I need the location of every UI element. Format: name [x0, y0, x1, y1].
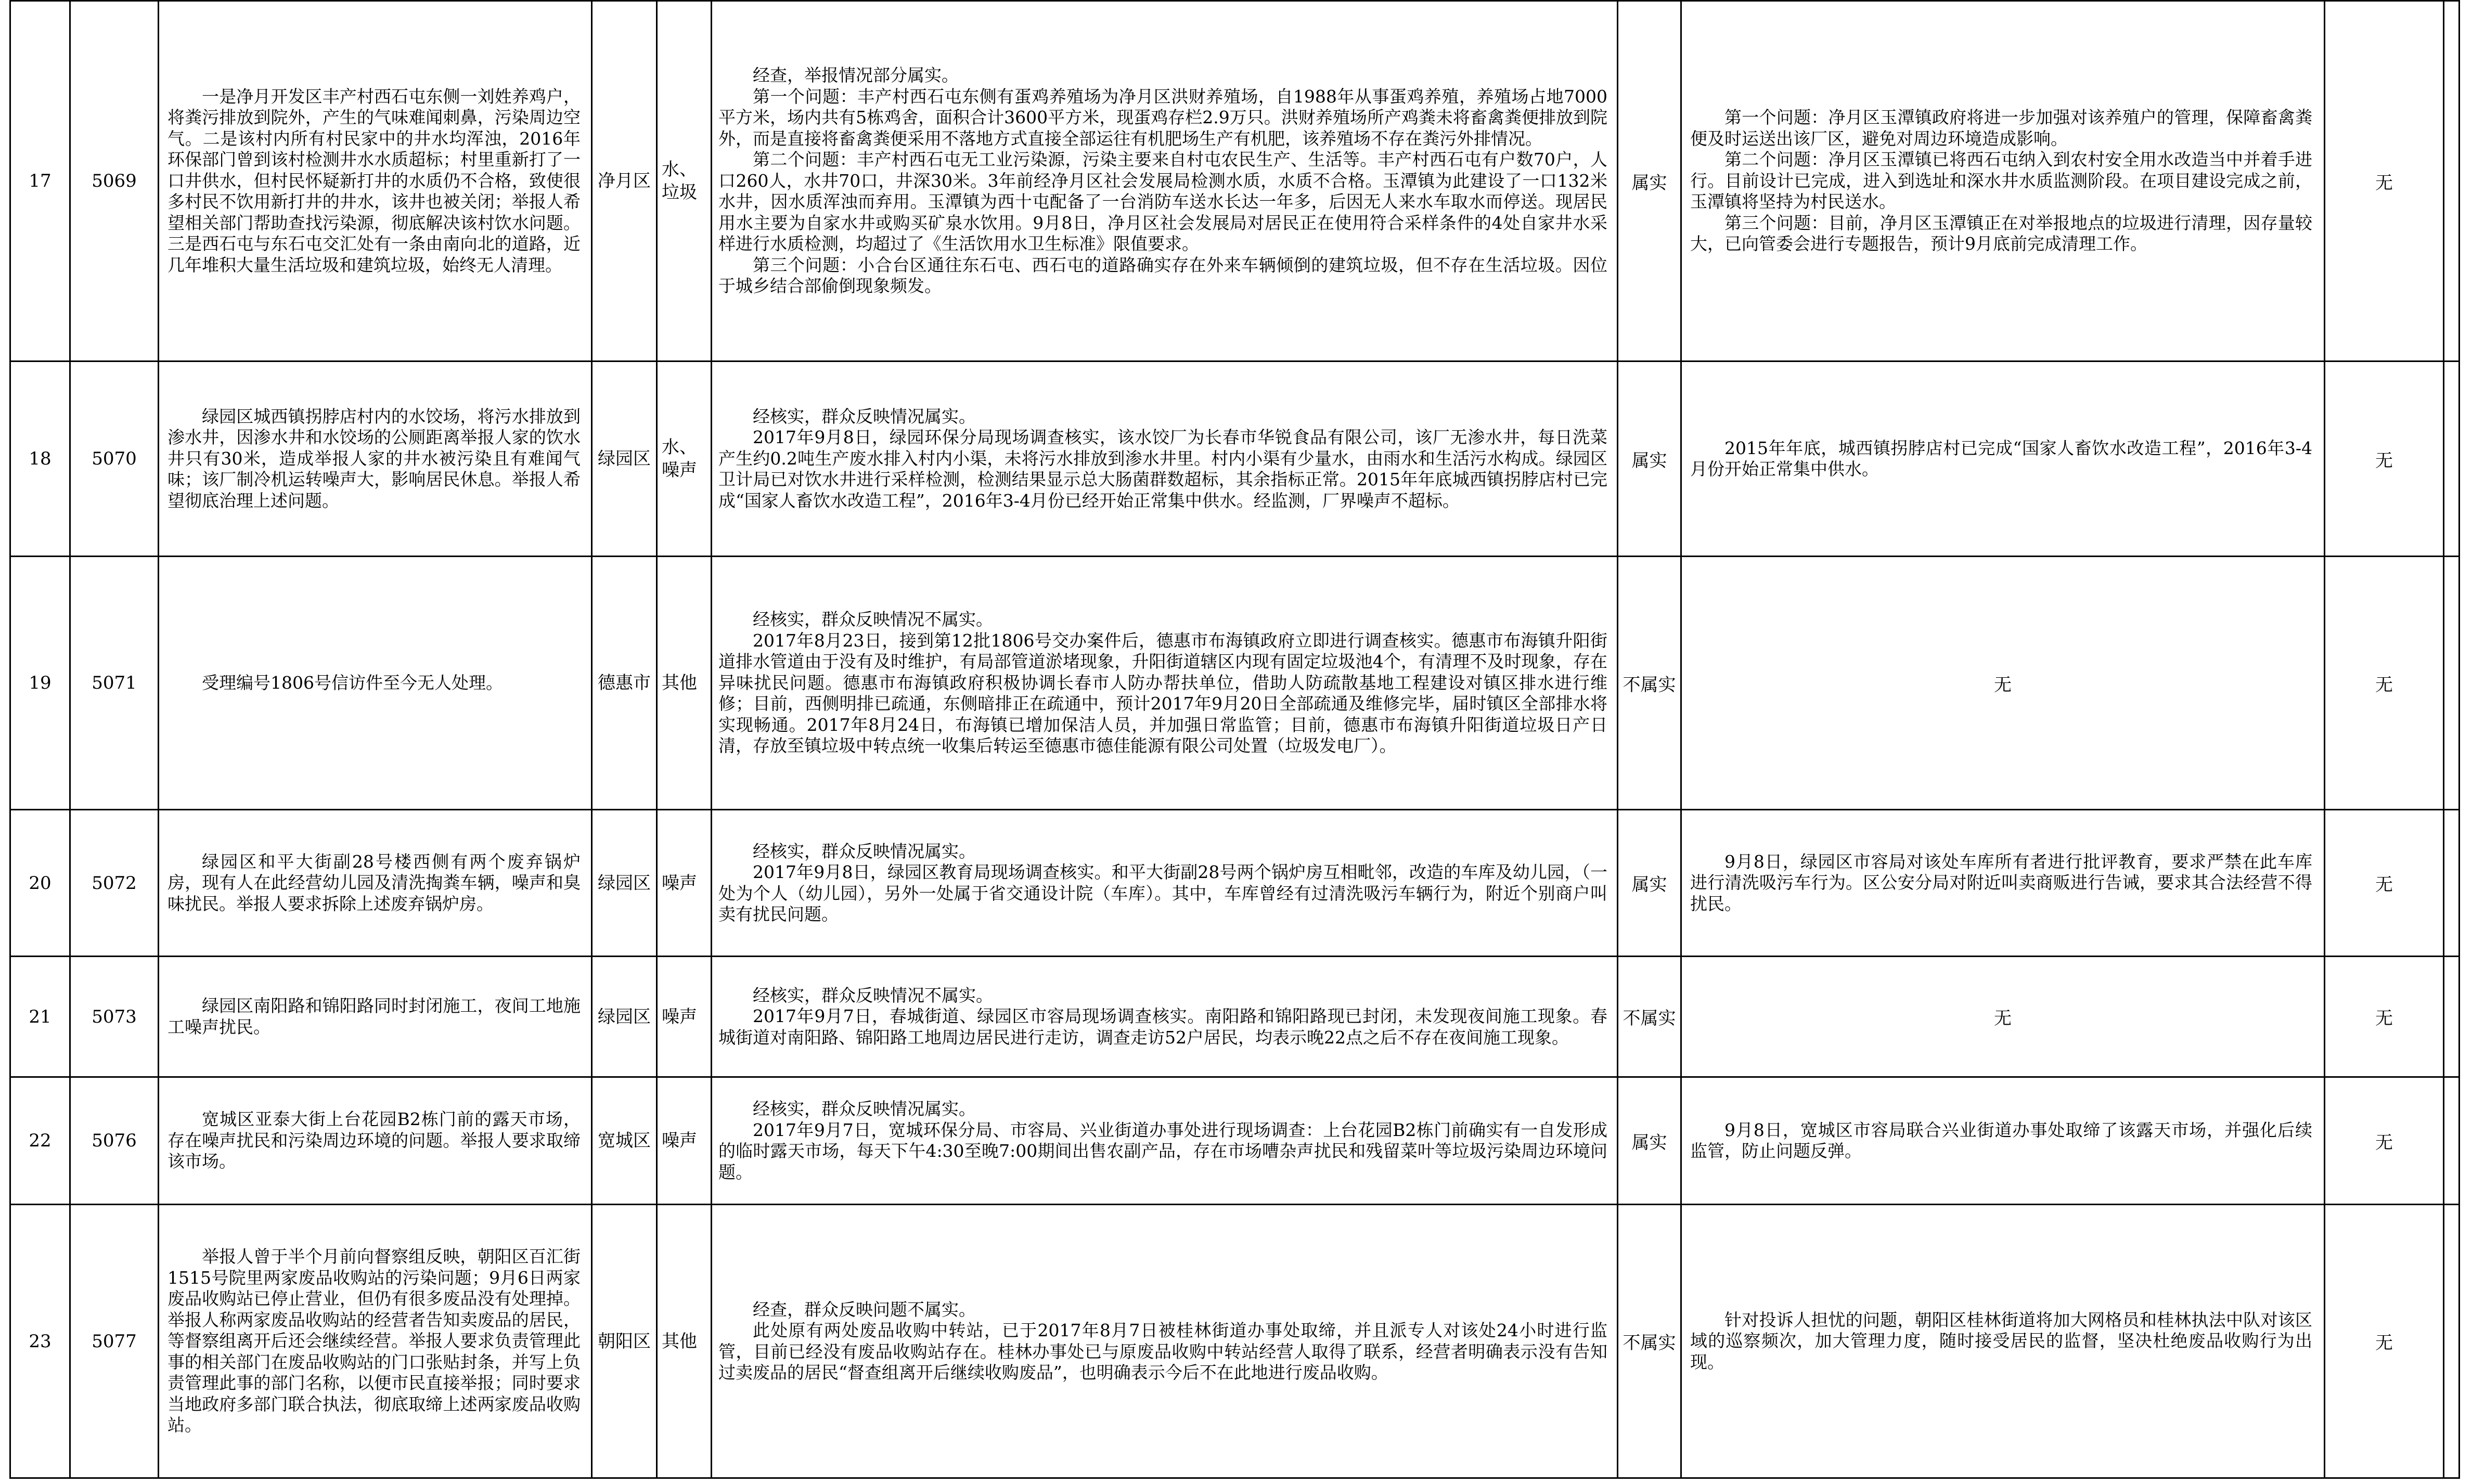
complaint-content-text: 受理编号1806号信访件至今无人处理。	[202, 672, 503, 693]
empty-trailing-cell	[2444, 1205, 2460, 1478]
complaint-content-text: 绿园区城西镇拐脖店村内的水饺场，将污水排放到渗水井，因渗水井和水饺场的公厕距离举报人家的饮水井只有30米，造成举报人家的井水被污染且有难闻气味；该厂制冷机运转噪声大，影响居民休息。举报人希望彻底治理上述问题。	[168, 406, 581, 511]
complaints-table	[9, 0, 2460, 1479]
verdict-cell: 不属实	[1618, 1205, 1681, 1478]
complaint-content-text: 绿园区南阳路和锦阳路同时封闭施工，夜间工地施工噪声扰民。	[168, 996, 581, 1037]
investigation-paragraph: 2017年9月7日，春城街道、绿园区市容局现场调查核实。南阳路和锦阳路现已封闭，未发现夜间施工现象。春城街道对南阳路、锦阳路工地周边居民进行走访，调查走访52户居民，均表示晚22点之后不存在夜间施工现象。	[718, 1006, 1607, 1048]
handling-measures-cell	[1681, 1077, 2325, 1205]
investigation-paragraph: 经核实，群众反映情况不属实。	[753, 609, 993, 630]
complaint-content-box	[159, 851, 591, 915]
complaint-content-text: 一是净月开发区丰产村西石屯东侧一刘姓养鸡户，将粪污排放到院外，产生的气味难闻刺鼻，污染周边空气。二是该村内所有村民家中的井水均浑浊，2016年环保部门曾到该村检测井水水质超标；村里重新打了一口井供水，但村民怀疑新打井的水质仍不合格，致使很多村民不饮用新打井的井水，该井也被关闭；举报人希望相关部门帮助查找污染源，彻底解决该村饮水问题。三是西石屯与东石屯交汇处有一条由南向北的道路，近几年堆积大量生活垃圾和建筑垃圾，始终无人清理。	[168, 86, 581, 275]
pollution-type-cell: 水、垃圾	[657, 1, 712, 362]
investigation-paragraph: 经核实，群众反映情况不属实。	[753, 985, 993, 1005]
handling-measures-box	[1682, 107, 2324, 255]
investigation-paragraph: 第二个问题：丰产村西石屯无工业污染源，污染主要来自村屯农民生产、生活等。丰产村西石屯有户数70户，人口260人，水井70口，井深30米。3年前经净月区社会发展局检测水质，水质不合格。玉潭镇为此建设了一口132米水井，因水质浑浊而弃用。玉潭镇为西十屯配备了一台消防车送水长达一年多，后因无人来水车取水而停送。现居民用水主要为自家水井或购买矿泉水饮用。9月8日，净月区社会发展局对居民正在使用符合采样条件的4处自家井水采样进行水质检测，均超过了《生活饮用水卫生标准》限值要求。	[718, 149, 1607, 254]
table-row	[10, 1077, 2460, 1205]
empty-trailing-cell	[2444, 957, 2460, 1077]
administrative-area-cell: 朝阳区	[592, 1205, 657, 1478]
complaint-content-box	[159, 406, 591, 512]
verdict-cell: 属实	[1618, 1, 1681, 362]
pollution-type-cell: 噪声	[657, 810, 712, 957]
investigation-paragraph: 2017年8月23日，接到第12批1806号交办案件后，德惠市布海镇政府立即进行调查核实。德惠市布海镇升阳街道排水管道由于没有及时维护，有局部管道淤堵现象，升阳街道辖区内现有固定垃圾池4个，有清理不及时现象，存在异味扰民问题。德惠市布海镇政府积极协调长春市人防办帮扶单位，借助人防疏散基地工程建设对镇区排水进行维修；目前，西侧明排已疏通，东侧暗排正在疏通中，预计2017年9月20日全部疏通及维修完毕，届时镇区全部排水将实现畅通。2017年8月24日，布海镇已增加保洁人员，并加强日常监管；目前，德惠市布海镇升阳街道垃圾日产日清，存放至镇垃圾中转点统一收集后转运至德惠市德佳能源有限公司处置（垃圾发电厂）。	[718, 630, 1607, 756]
accountability-cell: 无	[2325, 1, 2444, 362]
investigation-result-box	[712, 841, 1617, 925]
handling-measures-cell	[1681, 1205, 2325, 1478]
investigation-result-cell	[712, 362, 1618, 557]
investigation-result-box	[712, 985, 1617, 1049]
accountability-cell: 无	[2325, 810, 2444, 957]
complaint-content-box	[159, 996, 591, 1038]
handling-measures-cell	[1681, 362, 2325, 557]
investigation-paragraph: 2017年9月8日，绿园区教育局现场调查核实。和平大街副28号两个锅炉房互相毗邻，改造的车库及幼儿园，（一处为个人（幼儿园），另外一处属于省交通设计院（车库）。其中，车库曾经有过清洗吸污车辆行为，附近个别商户叫卖有扰民问题。	[718, 862, 1607, 924]
complaint-content-cell	[159, 810, 592, 957]
handling-measures-cell	[1681, 557, 2325, 810]
handling-paragraph: 无	[1994, 1008, 2012, 1029]
investigation-paragraph: 经核实，群众反映情况属实。	[753, 406, 976, 427]
handling-paragraph: 针对投诉人担忧的问题，朝阳区桂林街道将加大网格员和桂林执法中队对该区域的巡察频次，加大管理力度，随时接受居民的监督，坚决杜绝废品收购行为出现。	[1690, 1309, 2312, 1372]
empty-trailing-cell	[2444, 1, 2460, 362]
handling-paragraph: 9月8日，宽城区市容局联合兴业街道办事处取缔了该露天市场，并强化后续监管，防止问题反弹。	[1690, 1119, 2312, 1161]
investigation-result-cell	[712, 1, 1618, 362]
complaint-number-cell: 5073	[70, 957, 159, 1077]
investigation-paragraph: 经核实，群众反映情况属实。	[753, 841, 976, 861]
accountability-cell: 无	[2325, 557, 2444, 810]
handling-paragraph: 第一个问题：净月区玉潭镇政府将进一步加强对该养殖户的管理，保障畜禽粪便及时运送出该厂区，避免对周边环境造成影响。	[1690, 107, 2312, 149]
complaint-content-cell	[159, 957, 592, 1077]
handling-measures-box	[1682, 438, 2324, 480]
investigation-paragraph: 第三个问题：小合台区通往东石屯、西石屯的道路确实存在外来车辆倾倒的建筑垃圾，但不存在生活垃圾。因位于城乡结合部偷倒现象频发。	[718, 254, 1607, 296]
accountability-cell: 无	[2325, 957, 2444, 1077]
complaint-content-box	[159, 86, 591, 276]
verdict-cell: 属实	[1618, 1077, 1681, 1205]
handling-paragraph: 无	[1994, 674, 2012, 695]
complaint-content-text: 宽城区亚泰大街上台花园B2栋门前的露天市场，存在噪声扰民和污染周边环境的问题。举报人要求取缔该市场。	[168, 1109, 581, 1172]
handling-measures-cell	[1681, 1, 2325, 362]
complaint-content-cell	[159, 1205, 592, 1478]
table-row	[10, 1205, 2460, 1478]
row-index-cell: 21	[10, 957, 70, 1077]
complaint-content-cell	[159, 1077, 592, 1205]
investigation-result-cell	[712, 557, 1618, 810]
investigation-paragraph: 2017年9月8日，绿园环保分局现场调查核实，该水饺厂为长春市华锐食品有限公司，该厂无渗水井，每日洗菜产生约0.2吨生产废水排入村内小渠，未将污水排放到渗水井里。村内小渠有少量水，由雨水和生活污水构成。绿园区卫计局已对饮水井进行采样检测，检测结果显示总大肠菌群数超标，其余指标正常。2015年年底城西镇拐脖店村已完成“国家人畜饮水改造工程”，2016年3-4月份已经开始正常集中供水。经监测，厂界噪声不超标。	[718, 427, 1607, 511]
accountability-cell: 无	[2325, 1205, 2444, 1478]
table-row	[10, 362, 2460, 557]
complaint-number-cell: 5070	[70, 362, 159, 557]
administrative-area-cell: 宽城区	[592, 1077, 657, 1205]
investigation-result-box	[712, 1099, 1617, 1183]
investigation-paragraph: 经核实，群众反映情况属实。	[753, 1099, 976, 1119]
handling-paragraph: 第三个问题：目前，净月区玉潭镇正在对举报地点的垃圾进行清理，因存量较大，已向管委会进行专题报告，预计9月底前完成清理工作。	[1690, 212, 2312, 254]
complaint-content-cell	[159, 1, 592, 362]
handling-measures-box	[1682, 851, 2324, 915]
investigation-result-box	[712, 1299, 1617, 1384]
administrative-area-cell: 绿园区	[592, 362, 657, 557]
pollution-type-cell: 其他	[657, 1205, 712, 1478]
accountability-cell: 无	[2325, 1077, 2444, 1205]
investigation-paragraph: 经查，举报情况部分属实。	[753, 65, 959, 86]
complaint-content-text: 绿园区和平大街副28号楼西侧有两个废弃锅炉房，现有人在此经营幼儿园及清洗掏粪车辆，噪声和臭味扰民。举报人要求拆除上述废弃锅炉房。	[168, 851, 581, 914]
accountability-cell: 无	[2325, 362, 2444, 557]
complaint-content-box	[159, 1246, 591, 1436]
empty-trailing-cell	[2444, 810, 2460, 957]
row-index-cell: 17	[10, 1, 70, 362]
verdict-cell: 属实	[1618, 362, 1681, 557]
complaint-content-text: 举报人曾于半个月前向督察组反映，朝阳区百汇街1515号院里两家废品收购站的污染问题；9月6日两家废品收购站已停止营业，但仍有很多废品没有处理掉。举报人称两家废品收购站的经营者告知卖废品的居民，等督察组离开后还会继续经营。举报人要求负责管理此事的相关部门在废品收购站的门口张贴封条，并写上负责管理此事的部门名称，以便市民直接举报；同时要求当地政府多部门联合执法，彻底取缔上述两家废品收购站。	[168, 1246, 581, 1436]
complaint-number-cell: 5072	[70, 810, 159, 957]
table-row	[10, 557, 2460, 810]
pollution-type-cell: 噪声	[657, 1077, 712, 1205]
row-index-cell: 19	[10, 557, 70, 810]
handling-measures-box	[1682, 1120, 2324, 1162]
investigation-result-box	[712, 609, 1617, 757]
pollution-type-cell: 水、噪声	[657, 362, 712, 557]
investigation-paragraph: 此处原有两处废品收购中转站，已于2017年8月7日被桂林街道办事处取缔，并且派专人对该处24小时进行监管，目前已经没有废品收购站存在。桂林办事处已与原废品收购中转站经营人取得了联系，经营者明确表示没有告知过卖废品的居民“督查组离开后继续收购废品”，也明确表示今后不在此地进行废品收购。	[718, 1320, 1607, 1383]
handling-paragraph: 第二个问题：净月区玉潭镇已将西石屯纳入到农村安全用水改造当中并着手进行。目前设计已完成，进入到选址和深水井水质监测阶段。在项目建设完成之前，玉潭镇将坚持为村民送水。	[1690, 149, 2312, 212]
complaint-content-cell	[159, 557, 592, 810]
investigation-result-box	[712, 65, 1617, 297]
handling-paragraph: 9月8日，绿园区市容局对该处车库所有者进行批评教育，要求严禁在此车库进行清洗吸污车行为。区公安分局对附近叫卖商贩进行告诫，要求其合法经营不得扰民。	[1690, 851, 2312, 914]
investigation-result-cell	[712, 1077, 1618, 1205]
handling-paragraph: 2015年年底，城西镇拐脖店村已完成“国家人畜饮水改造工程”，2016年3-4月份开始正常集中供水。	[1690, 437, 2312, 479]
empty-trailing-cell	[2444, 557, 2460, 810]
complaint-content-cell	[159, 362, 592, 557]
verdict-cell: 属实	[1618, 810, 1681, 957]
verdict-cell: 不属实	[1618, 557, 1681, 810]
complaint-number-cell: 5069	[70, 1, 159, 362]
investigation-result-cell	[712, 957, 1618, 1077]
complaint-number-cell: 5076	[70, 1077, 159, 1205]
investigation-result-cell	[712, 1205, 1618, 1478]
table-row	[10, 1, 2460, 362]
investigation-paragraph: 经查，群众反映问题不属实。	[753, 1299, 976, 1320]
administrative-area-cell: 德惠市	[592, 557, 657, 810]
table-row	[10, 957, 2460, 1077]
pollution-type-cell: 噪声	[657, 957, 712, 1077]
row-index-cell: 22	[10, 1077, 70, 1205]
row-index-cell: 20	[10, 810, 70, 957]
administrative-area-cell: 绿园区	[592, 957, 657, 1077]
row-index-cell: 18	[10, 362, 70, 557]
row-index-cell: 23	[10, 1205, 70, 1478]
administrative-area-cell: 净月区	[592, 1, 657, 362]
complaint-content-box	[159, 673, 591, 694]
complaint-number-cell: 5071	[70, 557, 159, 810]
table-row	[10, 810, 2460, 957]
investigation-result-cell	[712, 810, 1618, 957]
verdict-cell: 不属实	[1618, 957, 1681, 1077]
investigation-paragraph: 第一个问题：丰产村西石屯东侧有蛋鸡养殖场为净月区洪财养殖场，自1988年从事蛋鸡养殖，养殖场占地7000平方米，场内共有5栋鸡舍，面积合计3600平方米，现蛋鸡存栏2.9万只。洪财养殖场所产鸡粪未将畜禽粪便排放到院外，而是直接将畜禽粪便采用不落地方式直接全部运往有机肥场生产有机肥，该养殖场不存在粪污外排情况。	[718, 86, 1607, 149]
table-body	[10, 1, 2460, 1478]
pollution-type-cell: 其他	[657, 557, 712, 810]
administrative-area-cell: 绿园区	[592, 810, 657, 957]
complaint-content-box	[159, 1109, 591, 1172]
investigation-result-box	[712, 406, 1617, 512]
investigation-paragraph: 2017年9月7日，宽城环保分局、市容局、兴业街道办事处进行现场调查：上台花园B2栋门前确实有一自发形成的临时露天市场，每天下午4:30至晚7:00期间出售农副产品，存在市场嘈杂声扰民和残留菜叶等垃圾污染周边环境问题。	[718, 1119, 1607, 1182]
handling-measures-box	[1682, 1310, 2324, 1373]
handling-measures-cell	[1681, 810, 2325, 957]
empty-trailing-cell	[2444, 1077, 2460, 1205]
complaint-number-cell: 5077	[70, 1205, 159, 1478]
handling-measures-cell	[1681, 957, 2325, 1077]
empty-trailing-cell	[2444, 362, 2460, 557]
